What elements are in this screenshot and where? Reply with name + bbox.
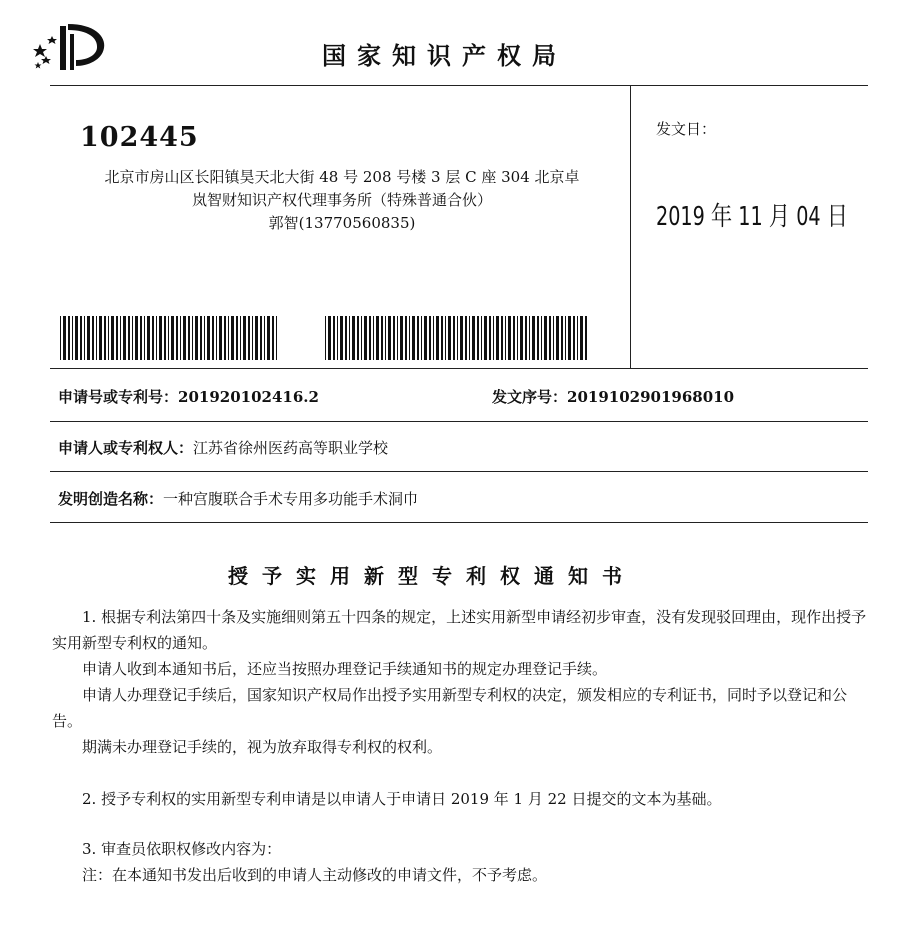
barcode-bar <box>376 316 379 360</box>
barcode-bar <box>349 316 350 360</box>
dispatch-serial-row <box>492 386 734 407</box>
invention-name-label: 发明创造名称： <box>58 490 164 508</box>
barcode-bar <box>252 316 253 360</box>
office-title: 国家知识产权局 <box>322 42 567 70</box>
barcode-bar <box>104 316 106 360</box>
barcode-bar <box>264 316 265 360</box>
barcode-bar <box>116 316 118 360</box>
barcode-bar <box>135 316 138 360</box>
barcode-bar <box>496 316 499 360</box>
barcode-bar <box>412 316 415 360</box>
barcode-bar <box>549 316 551 360</box>
applicant-value: 江苏省徐州医药高等职业学校 <box>193 439 389 457</box>
notice-paragraph: 申请人收到本通知书后，还应当按照办理登记手续通知书的规定办理登记手续。 <box>82 660 608 678</box>
barcode-bar <box>417 316 419 360</box>
barcode-bar <box>328 316 331 360</box>
applicant-label: 申请人或专利权人： <box>58 439 194 457</box>
notice-paragraph: 期满未办理登记手续的，视为放弃取得专利权的权利。 <box>82 738 443 756</box>
notice-paragraph: 3. 审查员依职权修改内容为： <box>82 840 282 858</box>
barcode <box>325 316 593 360</box>
barcode-bar <box>72 316 73 360</box>
barcode-bar <box>111 316 114 360</box>
barcode-bar <box>228 316 229 360</box>
invention-name-value: 一种宫腹联合手术专用多功能手术洞巾 <box>163 490 419 508</box>
barcode-bar <box>544 316 547 360</box>
barcode <box>60 316 282 360</box>
barcode-bar <box>204 316 205 360</box>
barcode-bar <box>99 316 102 360</box>
notice-paragraph: 2. 授予专利权的实用新型专利申请是以申请人于申请日 2019 年 1 月 22 日提交的文本为基础。 <box>82 790 722 808</box>
barcode-bar <box>224 316 226 360</box>
barcode-bar <box>453 316 455 360</box>
barcode-bar <box>393 316 395 360</box>
address-line: 北京市房山区长阳镇昊天北大街 48 号 208 号楼 3 层 C 座 304 北京卓 <box>104 168 580 186</box>
barcode-bar <box>80 316 82 360</box>
dispatch-date: 2019 年 11 月 04 日 <box>656 202 849 232</box>
applicant-row <box>58 437 388 458</box>
barcode-bar <box>520 316 523 360</box>
barcode-bar <box>212 316 214 360</box>
barcode-bar <box>469 316 470 360</box>
dispatch-date-label: 发文日： <box>656 120 717 138</box>
application-number-row <box>58 386 319 407</box>
barcode-bar <box>60 316 61 360</box>
barcode-bar <box>357 316 359 360</box>
barcode-bar <box>267 316 270 360</box>
barcode-bar <box>556 316 559 360</box>
notice-paragraph: 申请人办理登记手续后，国家知识产权局作出授予实用新型专利权的决定，颁发相应的专利证书，同时予以登记和公告。 <box>52 686 848 730</box>
barcode-bar <box>183 316 186 360</box>
barcode-bar <box>159 316 162 360</box>
barcode-bar <box>541 316 542 360</box>
barcode-bar <box>472 316 475 360</box>
postcode: 102445 <box>80 122 199 153</box>
barcode-bar <box>532 316 535 360</box>
barcode-bar <box>429 316 431 360</box>
barcode-bar <box>433 316 434 360</box>
barcode-bar <box>573 316 575 360</box>
barcode-bar <box>333 316 335 360</box>
barcode-bar <box>168 316 169 360</box>
barcode-bar <box>240 316 241 360</box>
barcode-bar <box>63 316 66 360</box>
notice-paragraph: 注：在本通知书发出后收到的申请人主动修改的申请文件，不予考虑。 <box>82 866 548 884</box>
barcode-bar <box>152 316 154 360</box>
barcode-bar <box>441 316 443 360</box>
barcode-bar <box>272 316 274 360</box>
barcode-bar <box>577 316 578 360</box>
barcode-bar <box>460 316 463 360</box>
barcode-bar <box>92 316 94 360</box>
barcode-bar <box>68 316 70 360</box>
barcode-bar <box>445 316 446 360</box>
barcode-bar <box>465 316 467 360</box>
application-number-value: 201920102416.2 <box>178 388 319 406</box>
barcode-bar <box>108 316 109 360</box>
barcode-bar <box>164 316 166 360</box>
barcode-bar <box>195 316 198 360</box>
barcode-bar <box>156 316 157 360</box>
notice-title: 授予实用新型专利权通知书 <box>228 564 636 588</box>
invention-name-row <box>58 488 418 509</box>
dispatch-serial-value: 2019102901968010 <box>567 388 735 406</box>
notice-body <box>52 604 872 888</box>
barcode-bar <box>436 316 439 360</box>
barcode-bar <box>477 316 479 360</box>
dispatch-serial-label: 发文序号： <box>492 388 568 406</box>
barcode-bar <box>517 316 518 360</box>
barcode-bar <box>489 316 491 360</box>
barcode-bar <box>481 316 482 360</box>
barcode-bar <box>484 316 487 360</box>
cnipa-logo-icon <box>32 20 108 76</box>
barcode-bar <box>147 316 150 360</box>
barcode-bar <box>397 316 398 360</box>
barcode-bar <box>400 316 403 360</box>
application-number-label: 申请号或专利号： <box>58 388 179 406</box>
barcode-bar <box>381 316 383 360</box>
barcode-bar <box>180 316 181 360</box>
barcode-bar <box>75 316 78 360</box>
contact-line: 郭智(13770560835) <box>268 214 416 232</box>
barcode-bar <box>200 316 202 360</box>
barcode-bar <box>385 316 386 360</box>
barcode-bar <box>276 316 277 360</box>
barcode-bar <box>529 316 530 360</box>
barcode-bar <box>537 316 539 360</box>
barcode-bar <box>171 316 174 360</box>
barcode-bar <box>216 316 217 360</box>
barcode-bar <box>361 316 362 360</box>
barcode-bar <box>352 316 355 360</box>
barcode-bar <box>501 316 503 360</box>
barcode-bar <box>231 316 234 360</box>
barcode-bar <box>553 316 554 360</box>
barcode-bar <box>513 316 515 360</box>
barcode-bar <box>87 316 90 360</box>
barcode-bar <box>84 316 85 360</box>
barcode-bar <box>325 316 326 360</box>
barcode-bar <box>373 316 374 360</box>
barcode-bar <box>337 316 338 360</box>
barcode-bar <box>505 316 506 360</box>
barcode-bar <box>409 316 410 360</box>
barcode-bar <box>508 316 511 360</box>
barcode-bar <box>421 316 422 360</box>
barcode-bar <box>192 316 193 360</box>
barcode-bar <box>585 316 587 360</box>
row-divider <box>50 522 868 523</box>
barcode-bar <box>580 316 583 360</box>
header-divider <box>50 85 868 86</box>
notice-paragraph: 1. 根据专利法第四十条及实施细则第五十四条的规定，上述实用新型申请经初步审查，没有发现驳回理由，现作出授予实用新型专利权的通知。 <box>52 608 867 652</box>
barcode-bar <box>457 316 458 360</box>
barcode-bar <box>248 316 250 360</box>
barcode-bar <box>132 316 133 360</box>
barcode-bar <box>405 316 407 360</box>
barcode-bar <box>364 316 367 360</box>
barcode-bar <box>120 316 121 360</box>
barcode-bar <box>345 316 347 360</box>
barcode-bar <box>144 316 145 360</box>
barcode-bar <box>140 316 142 360</box>
barcode-bar <box>565 316 566 360</box>
barcode-bar <box>369 316 371 360</box>
row-divider <box>50 471 868 472</box>
barcode-bar <box>340 316 343 360</box>
barcode-bar <box>255 316 258 360</box>
barcode-bar <box>243 316 246 360</box>
row-divider <box>50 421 868 422</box>
address-block-bottom-line <box>50 368 868 369</box>
barcode-bar <box>236 316 238 360</box>
barcode-bar <box>96 316 97 360</box>
barcode-bar <box>260 316 262 360</box>
address-line: 岚智财知识产权代理事务所（特殊普通合伙） <box>191 191 492 209</box>
barcode-bar <box>525 316 527 360</box>
barcode-bar <box>388 316 391 360</box>
recipient-address <box>52 166 632 235</box>
barcode-bar <box>188 316 190 360</box>
barcode-bar <box>568 316 571 360</box>
barcode-bar <box>207 316 210 360</box>
barcode-bar <box>219 316 222 360</box>
barcode-bar <box>128 316 130 360</box>
barcode-bar <box>424 316 427 360</box>
barcode-bar <box>561 316 563 360</box>
barcode-bar <box>493 316 494 360</box>
barcode-bar <box>123 316 126 360</box>
barcode-bar <box>176 316 178 360</box>
barcode-bar <box>448 316 451 360</box>
